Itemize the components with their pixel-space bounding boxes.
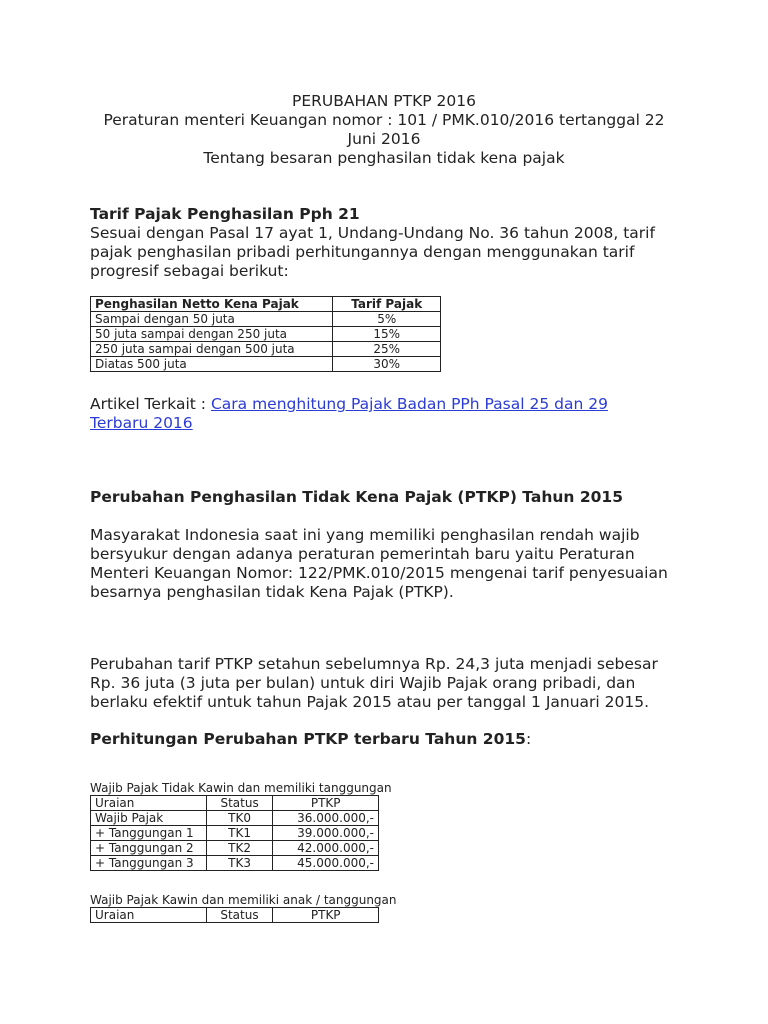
paragraph-line: Perubahan tarif PTKP setahun sebelumnya Rp. 24,3 juta menjadi sebesar <box>90 655 658 673</box>
calc-heading-colon: : <box>525 730 532 748</box>
table-row <box>91 312 441 327</box>
paragraph-line: progresif sebagai berikut: <box>90 262 289 280</box>
tarif-paragraph <box>90 224 655 281</box>
ptkp-heading: Perubahan Penghasilan Tidak Kena Pajak (PTKP) Tahun 2015 <box>90 488 623 506</box>
paragraph-line: Menteri Keuangan Nomor: 122/PMK.010/2015 mengenai tarif penyesuaian <box>90 564 668 582</box>
table-row <box>91 856 379 871</box>
related-article <box>90 395 650 433</box>
table-cell: 39.000.000,- <box>273 826 379 841</box>
table-cell: 5% <box>333 312 441 327</box>
table-cell: Wajib Pajak <box>91 811 207 826</box>
link-text-line2: Terbaru 2016 <box>90 414 193 432</box>
paragraph-line: besarnya penghasilan tidak Kena Pajak (PTKP). <box>90 583 454 601</box>
table-header-cell: PTKP <box>273 796 379 811</box>
table-row <box>91 841 379 856</box>
ptkp-table-married <box>90 907 379 923</box>
table-cell: 42.000.000,- <box>273 841 379 856</box>
table-cell: + Tanggungan 1 <box>91 826 207 841</box>
table-cell: TK0 <box>206 811 273 826</box>
table-cell: 50 juta sampai dengan 250 juta <box>91 327 333 342</box>
paragraph-line: Sesuai dengan Pasal 17 ayat 1, Undang-Undang No. 36 tahun 2008, tarif <box>90 224 655 242</box>
table-cell: + Tanggungan 2 <box>91 841 207 856</box>
table-header-row <box>91 908 379 923</box>
table-header-cell: Uraian <box>91 796 207 811</box>
header-date: Juni 2016 <box>347 130 421 148</box>
table-header-cell: Uraian <box>91 908 207 923</box>
table-cell: Diatas 500 juta <box>91 357 333 372</box>
header-regulation: Peraturan menteri Keuangan nomor : 101 / PMK.010/2016 tertanggal 22 <box>103 111 665 129</box>
table-row <box>91 811 379 826</box>
table-cell: + Tanggungan 3 <box>91 856 207 871</box>
table-cell: 25% <box>333 342 441 357</box>
calc-heading-line <box>90 730 531 749</box>
tarif-table <box>90 296 441 372</box>
paragraph-line: bersyukur dengan adanya peraturan pemerintah baru yaitu Peraturan <box>90 545 635 563</box>
paragraph-line: Masyarakat Indonesia saat ini yang memiliki penghasilan rendah wajib <box>90 526 640 544</box>
related-label: Artikel Terkait : <box>90 395 211 413</box>
table-header-cell: Tarif Pajak <box>333 297 441 312</box>
table-cell: Sampai dengan 50 juta <box>91 312 333 327</box>
table-header-cell: Penghasilan Netto Kena Pajak <box>91 297 333 312</box>
table-cell: 250 juta sampai dengan 500 juta <box>91 342 333 357</box>
table-cell: 30% <box>333 357 441 372</box>
calc-heading: Perhitungan Perubahan PTKP terbaru Tahun 2015 <box>90 730 526 748</box>
table-cell: TK1 <box>206 826 273 841</box>
document-header <box>90 92 678 168</box>
table-cell: TK3 <box>206 856 273 871</box>
table-header-row <box>91 796 379 811</box>
table-header-row <box>91 297 441 312</box>
header-title: PERUBAHAN PTKP 2016 <box>292 92 476 110</box>
table-row <box>91 357 441 372</box>
table-row <box>91 826 379 841</box>
paragraph-line: berlaku efektif untuk tahun Pajak 2015 atau per tanggal 1 Januari 2015. <box>90 693 650 711</box>
tarif-heading: Tarif Pajak Penghasilan Pph 21 <box>90 205 360 223</box>
table-row <box>91 327 441 342</box>
table-cell: 45.000.000,- <box>273 856 379 871</box>
table-row <box>91 342 441 357</box>
ptkp-paragraph-1 <box>90 526 668 602</box>
table2-caption: Wajib Pajak Kawin dan memiliki anak / tanggungan <box>90 893 397 907</box>
ptkp-paragraph-2 <box>90 655 658 712</box>
table-header-cell: Status <box>206 908 273 923</box>
paragraph-line: pajak penghasilan pribadi perhitungannya dengan menggunakan tarif <box>90 243 635 261</box>
header-subject: Tentang besaran penghasilan tidak kena pajak <box>203 149 565 167</box>
table-cell: 36.000.000,- <box>273 811 379 826</box>
table-cell: 15% <box>333 327 441 342</box>
link-text-line1: Cara menghitung Pajak Badan PPh Pasal 25 dan 29 <box>210 395 608 413</box>
table-header-cell: Status <box>206 796 273 811</box>
table1-caption: Wajib Pajak Tidak Kawin dan memiliki tanggungan <box>90 781 392 795</box>
paragraph-line: Rp. 36 juta (3 juta per bulan) untuk diri Wajib Pajak orang pribadi, dan <box>90 674 636 692</box>
table-cell: TK2 <box>206 841 273 856</box>
table-header-cell: PTKP <box>273 908 379 923</box>
ptkp-table-unmarried <box>90 795 379 871</box>
